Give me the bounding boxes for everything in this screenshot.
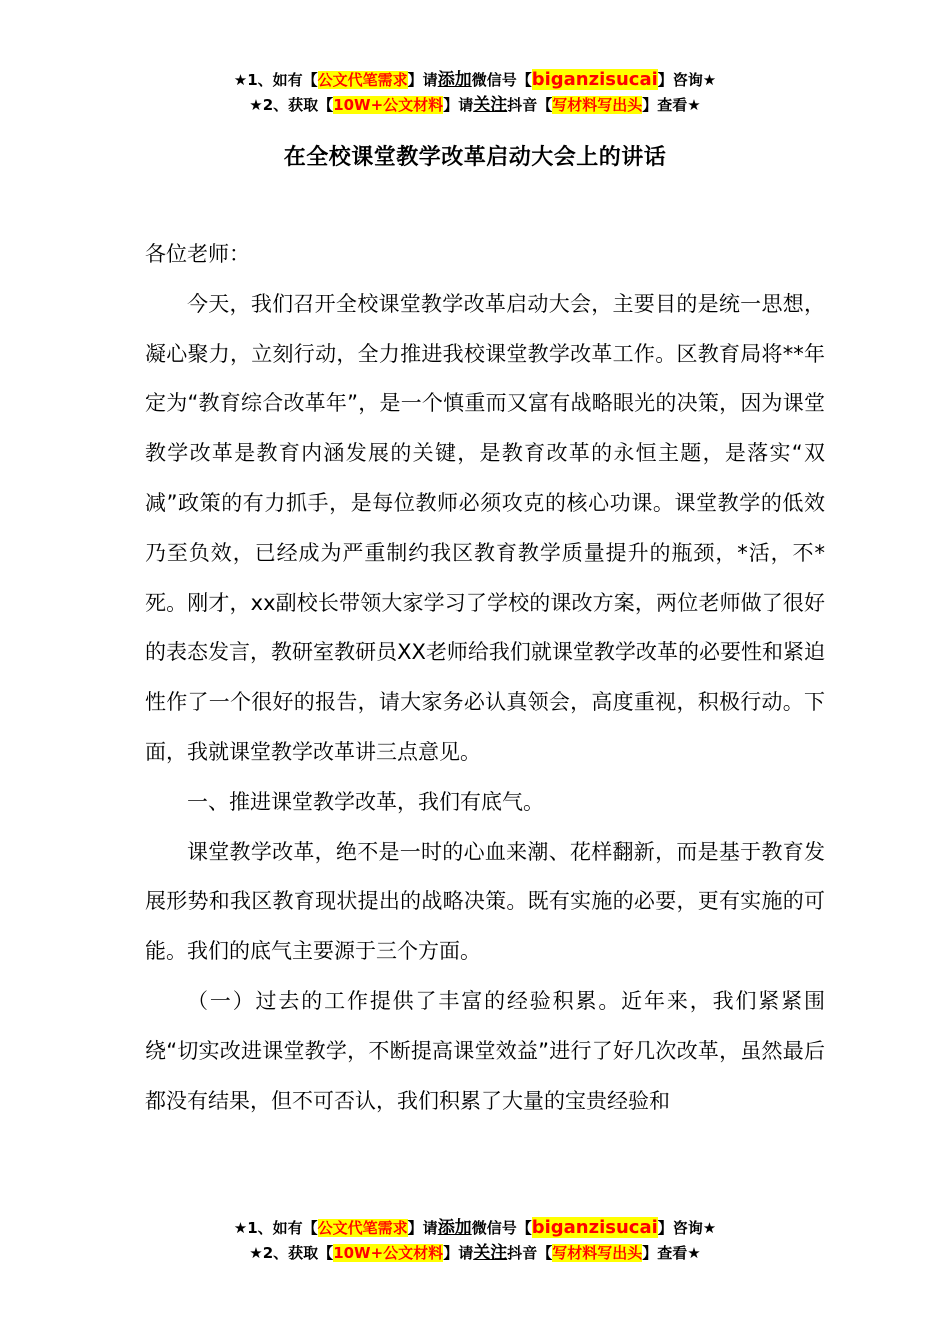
banner-text: 】请 [407,71,438,89]
banner-line-1 [0,67,950,93]
banner-line-1 [0,1215,950,1241]
section-heading: 一、推进课堂教学改革，我们有底气。 [187,789,544,814]
paragraph: （一）过去的工作提供了丰富的经验积累。近年来，我们紧紧围绕“切实改进课堂教学，不断提高课堂效益”进行了好几次改革，虽然最后都没有结果，但不可否认，我们积累了大量的宝贵经验和 [145,988,825,1113]
banner-wechat-id: biganzisucai [531,1217,658,1238]
banner-wechat-id: biganzisucai [531,69,658,90]
banner-text: 】请 [443,1244,474,1262]
banner-underlined: 关注 [473,1243,508,1263]
banner-text: 】咨询★ [657,71,717,89]
banner-underlined: 添加 [437,70,472,90]
banner-line-2 [0,1241,950,1266]
top-banner [0,67,950,118]
banner-text: ★2、获取【 [249,1244,334,1262]
banner-highlight: 写材料写出头 [552,96,643,114]
banner-text: 】咨询★ [657,1219,717,1237]
banner-underlined: 添加 [437,1218,472,1238]
banner-highlight: 公文代笔需求 [317,71,408,89]
banner-text: 】查看★ [642,96,701,114]
banner-text: 】请 [443,96,474,114]
banner-text: 微信号【 [471,1219,532,1237]
banner-text: ★2、获取【 [249,96,334,114]
salutation: 各位老师： [145,242,250,266]
banner-highlight: 10W+公文材料 [333,96,444,114]
banner-text: 抖音【 [507,96,553,114]
banner-text: 】查看★ [642,1244,701,1262]
paragraph: 课堂教学改革，绝不是一时的心血来潮、花样翻新，而是基于教育发展形势和我区教育现状提出的战略决策。既有实施的必要，更有实施的可能。我们的底气主要源于三个方面。 [145,839,825,964]
document-body [145,230,825,1126]
paragraph: 今天，我们召开全校课堂教学改革启动大会，主要目的是统一思想，凝心聚力，立刻行动，全力推进我校课堂教学改革工作。区教育局将**年定为“教育综合改革年”，是一个慎重而又富有战略眼光的决策，因为课堂教学改革是教育内涵发展的关键，是教育改革的永恒主题，是落实“双减”政策的有力抓手，是每位教师必须攻克的核心功课。课堂教学的低效乃至负效，已经成为严重制约我区教育教学质量提升的瓶颈，*活，不*死。刚才，xx副校长带领大家学习了学校的课改方案，两位老师做了很好的表态发言，教研室教研员XX老师给我们就课堂教学改革的必要性和紧迫性作了一个很好的报告，请大家务必认真领会，高度重视，积极行动。下面，我就课堂教学改革讲三点意见。 [145,291,825,764]
banner-text: ★1、如有【 [233,71,318,89]
banner-line-2 [0,93,950,118]
banner-underlined: 关注 [473,95,508,115]
banner-text: 抖音【 [507,1244,553,1262]
banner-text: 】请 [407,1219,438,1237]
banner-text: ★1、如有【 [233,1219,318,1237]
banner-highlight: 公文代笔需求 [317,1219,408,1237]
banner-highlight: 10W+公文材料 [333,1244,444,1262]
banner-highlight: 写材料写出头 [552,1244,643,1262]
bottom-banner [0,1215,950,1266]
banner-text: 微信号【 [471,71,532,89]
document-title: 在全校课堂教学改革启动大会上的讲话 [283,145,667,170]
